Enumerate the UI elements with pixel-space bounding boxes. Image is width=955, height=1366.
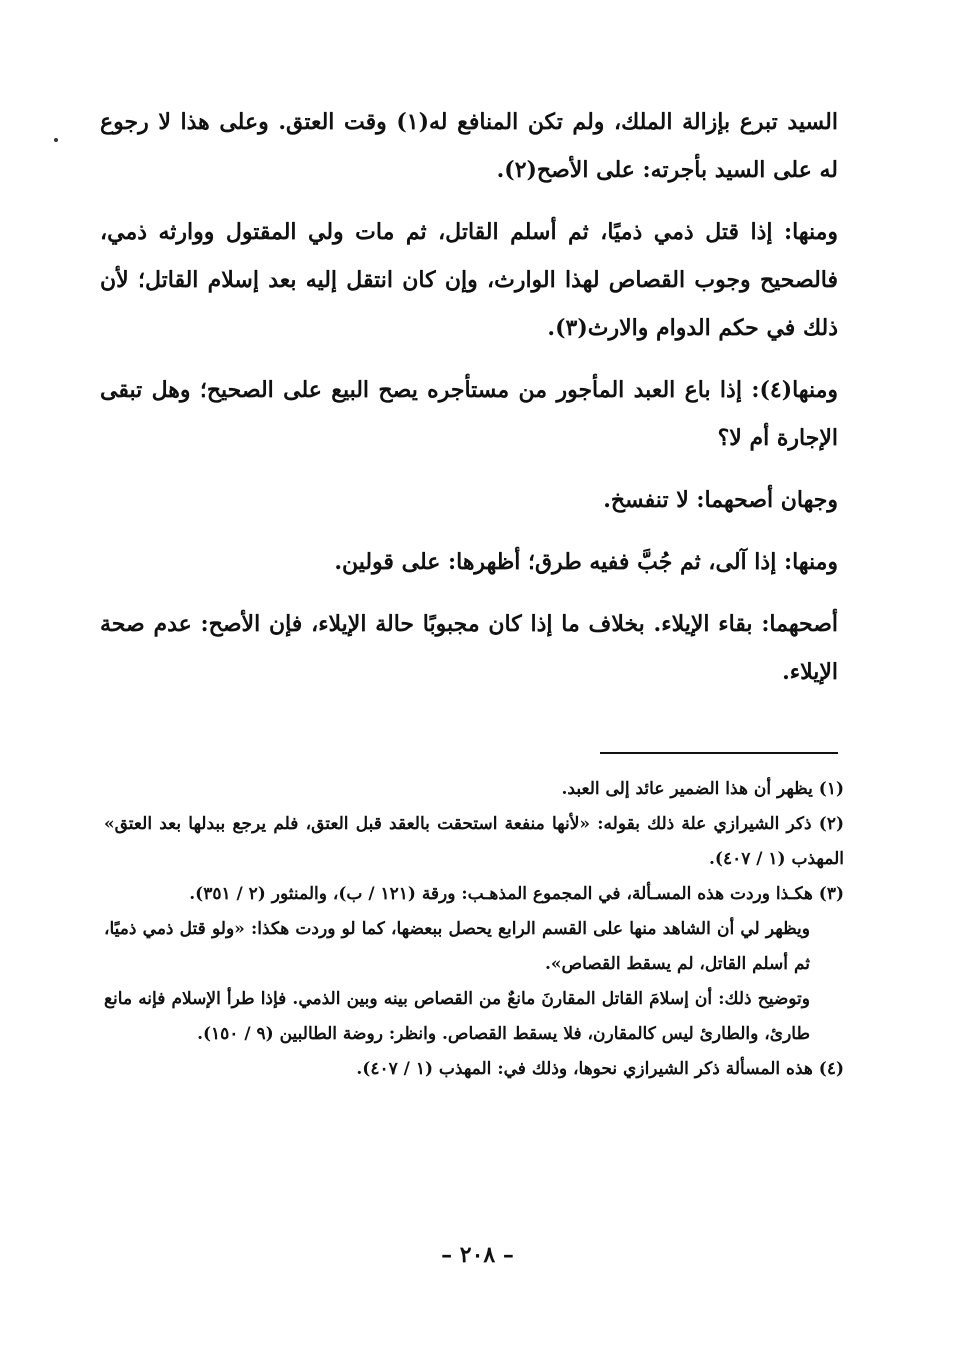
paragraph: ومنها: إذا قتل ذمي ذميًا، ثم أسلم القاتل، ثم مات ولي المقتول ووارثه ذمي، فالصحيح وجوب القصاص لهذا الوارث، وإن كان انتقل إليه بعد إسلام القاتل؛ لأن ذلك في حكم الدوام والارث(٣).: [100, 219, 838, 341]
footnote: (٢) ذكر الشيرازي علة ذلك بقوله: «لأنها منفعة استحقت بالعقد قبل العتق، فلم يرجع ببدلها بعد العتق» المهذب (١ / ٤٠٧).: [104, 814, 844, 869]
footnote-continuation: وتوضيح ذلك: أن إسلامَ القاتل المقارنَ مانعٌ من القصاص بينه وبين الذمي. فإذا طرأ الإسلام فإنه مانع طارئ، والطارئ ليس كالمقارن، فلا يسقط القصاص. وانظر: روضة الطالبين (٩ / ١٥٠).: [104, 989, 810, 1044]
page-number: – ٢٠٨ –: [441, 1242, 514, 1268]
footnotes: [104, 772, 844, 1087]
paragraph: ومنها(٤): إذا باع العبد المأجور من مستأجره يصح البيع على الصحيح؛ وهل تبقى الإجارة أم لا؟: [100, 377, 838, 451]
footnote: (٣) هكـذا وردت هذه المسـألة، في المجموع المذهـب: ورقة (١٢١ / ب)، والمنثور (٢ / ٣٥١).: [189, 884, 844, 904]
main-text: [100, 98, 838, 710]
scan-speck: [54, 138, 58, 142]
paragraph: وجهان أصحهما: لا تنفسخ.: [603, 487, 838, 513]
footnote-separator: [600, 752, 838, 754]
footnote: (٤) هذه المسألة ذكر الشيرازي نحوها، وذلك في: المهذب (١ / ٤٠٧).: [356, 1059, 844, 1079]
paragraph: أصحهما: بقاء الإيلاء. بخلاف ما إذا كان مجبوبًا حالة الإيلاء، فإن الأصح: عدم صحة الإيلاء.: [100, 611, 838, 685]
footnote: (١) يظهر أن هذا الضمير عائد إلى العبد.: [561, 779, 844, 799]
paragraph: ومنها: إذا آلى، ثم جُبَّ ففيه طرق؛ أظهرها: على قولين.: [334, 549, 838, 575]
paragraph: السيد تبرع بإزالة الملك، ولم تكن المنافع له(١) وقت العتق. وعلى هذا لا رجوع له على السيد بأجرته: على الأصح(٢).: [100, 109, 839, 183]
footnote-continuation: ويظهر لي أن الشاهد منها على القسم الرابع يحصل ببعضها، كما لو وردت هكذا: «ولو قتل ذمي ذميًا، ثم أسلم القاتل، لم يسقط القصاص».: [104, 919, 810, 974]
